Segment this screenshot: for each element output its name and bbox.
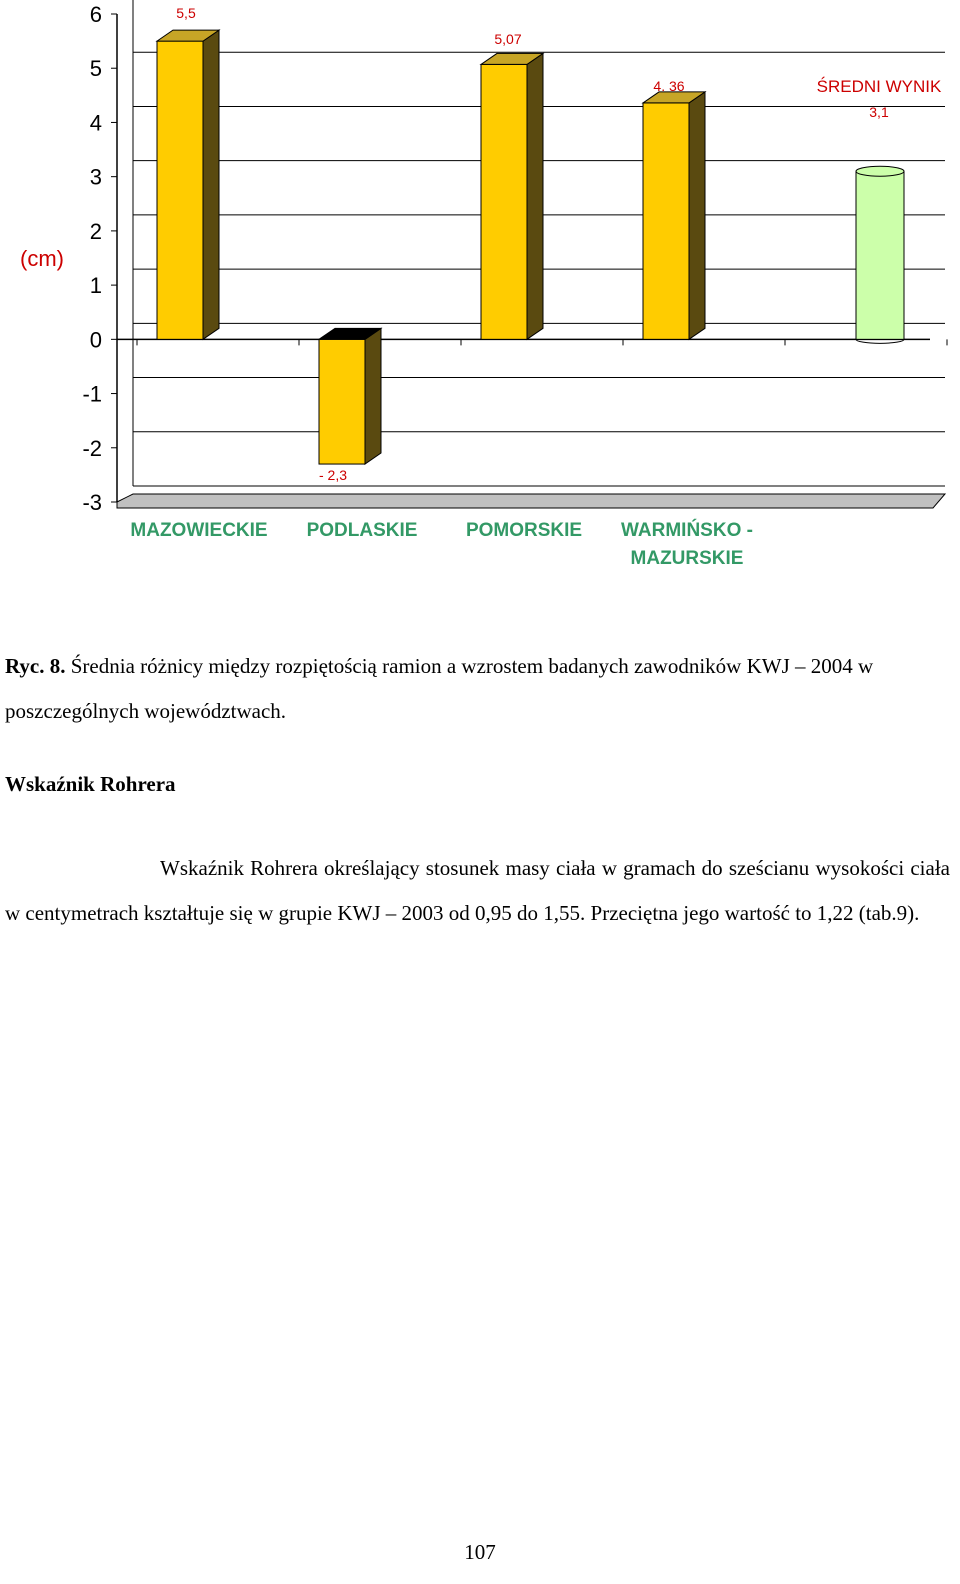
bar-side	[689, 92, 705, 339]
section-heading: Wskaźnik Rohrera	[5, 772, 176, 796]
value-label: 5,07	[494, 31, 522, 47]
page-number: 107	[464, 1540, 496, 1564]
y-tick-label: 5	[89, 56, 102, 82]
body-paragraph: Wskaźnik Rohrera określający stosunek masy ciała w gramach do sześcianu wysokości ciała w centymetrach kształtuje się w grupie KWJ – 2003 od 0,95 do 1,55. Przeciętna jego wartość to 1,22 (tab.9).	[5, 856, 950, 925]
y-tick-label: 4	[89, 110, 102, 136]
y-tick-label: 0	[89, 327, 102, 353]
value-label: 3,1	[869, 104, 889, 120]
category-label: MAZOWIECKIE	[130, 520, 268, 541]
category-label: POMORSKIE	[465, 520, 583, 541]
bar-chart	[0, 0, 960, 600]
value-label: - 2,3	[318, 467, 348, 483]
y-axis-label: (cm)	[20, 246, 64, 271]
figure-caption	[5, 644, 950, 734]
bar-side	[365, 328, 381, 464]
category-label: PODLASKIE	[306, 520, 418, 541]
value-label: 5,5	[176, 5, 196, 21]
average-bar-top	[856, 166, 904, 176]
y-tick-label: -3	[82, 490, 102, 515]
average-bar	[856, 171, 904, 339]
y-tick-label: 1	[89, 273, 102, 299]
bar	[319, 339, 365, 464]
bar-side	[203, 30, 219, 339]
y-tick-label: -2	[82, 435, 102, 461]
value-label: 4. 36	[653, 78, 685, 94]
bar	[481, 64, 527, 339]
bar	[157, 41, 203, 339]
bar	[643, 103, 689, 339]
caption-text: Średnia różnicy między rozpiętością ramion a wzrostem badanych zawodników KWJ – 2004 w poszczególnych województwach.	[5, 654, 874, 723]
caption-label: Ryc. 8.	[5, 654, 66, 678]
y-tick-label: 3	[89, 164, 102, 190]
category-label: WARMIŃSKO -	[621, 520, 753, 541]
bar-side	[527, 53, 543, 339]
average-annotation: ŚREDNI WYNIK	[816, 77, 942, 96]
y-tick-label: -1	[82, 381, 102, 407]
y-tick-label: 2	[89, 218, 102, 244]
chart-floor	[117, 494, 945, 508]
y-tick-label: 6	[89, 2, 102, 27]
category-label: MAZURSKIE	[630, 548, 744, 569]
